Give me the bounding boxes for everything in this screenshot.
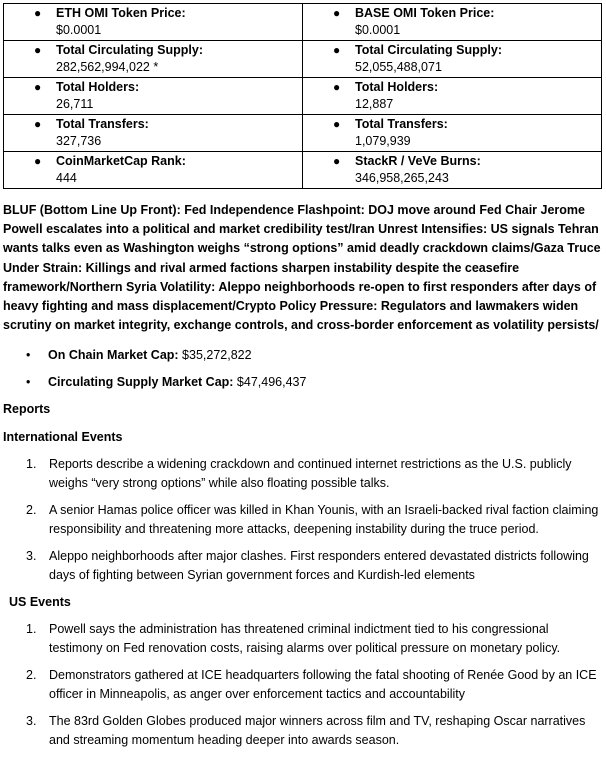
item-text: Reports describe a widening crackdown and continued internet restrictions as the U.S. publicly weighs “very strong options” while also floating possible talks. (49, 457, 572, 490)
bullet-icon: ● (34, 154, 42, 168)
item-text: Demonstrators gathered at ICE headquarters following the fatal shooting of Renée Good by an ICE officer in Minneapolis, as anger over enforcement tactics and accountability (49, 668, 597, 701)
bullet-icon: • (26, 348, 31, 363)
bullet-icon: ● (333, 117, 341, 131)
stat-value: 444 (56, 171, 77, 185)
reports-heading: Reports (3, 402, 51, 417)
us-events-heading: US Events (9, 595, 71, 610)
list-item (3, 374, 603, 391)
list-item (3, 547, 603, 584)
us-events-list (3, 620, 603, 749)
table-row (4, 152, 602, 189)
table-cell (303, 152, 602, 189)
table-row (4, 41, 602, 78)
table-cell (303, 41, 602, 78)
table-cell (303, 115, 602, 152)
list-item (3, 347, 603, 364)
table-row (4, 78, 602, 115)
stat-value: 346,958,265,243 (355, 171, 449, 185)
table-cell (4, 4, 303, 41)
bullet-icon: • (26, 375, 31, 390)
market-cap-value: $47,496,437 (233, 375, 307, 390)
table-row (4, 4, 602, 41)
stat-value: 12,887 (355, 97, 394, 111)
stat-label: Total Circulating Supply: (355, 43, 502, 57)
table-cell (4, 78, 303, 115)
list-item (3, 620, 603, 657)
bullet-icon: ● (333, 80, 341, 94)
item-number: 2. (26, 503, 37, 518)
table-cell (4, 152, 303, 189)
bluf-paragraph: BLUF (Bottom Line Up Front): Fed Independence Flashpoint: DOJ move around Fed Chair Jerome Powell escalates into a political and market credibility test/Iran Unrest Intensifies: US signals Tehran wants talks even as Washington weighs “strong options” amid deadly crackdown claims/Gaza Truce Under Strain: Killings and rival armed factions sharpen instability despite the ceasefire framework/Northern Syria Volatility: Aleppo neighborhoods re-open to first responders after days of heavy fighting and mass displacement/Crypto Policy Pressure: Regulators and lawmakers widen scrutiny on market integrity, exchange controls, and cross-border enforcement as volatility persists/ (3, 203, 601, 333)
stat-value: 282,562,994,022 * (56, 60, 159, 74)
list-item (3, 666, 603, 703)
stat-label: Total Holders: (355, 80, 439, 94)
stat-label: Total Transfers: (56, 117, 149, 131)
international-events-list (3, 455, 603, 584)
table-cell (303, 4, 602, 41)
item-number: 1. (26, 457, 37, 472)
stat-label: Total Holders: (56, 80, 140, 94)
bullet-icon: ● (333, 43, 341, 57)
table-cell (4, 41, 303, 78)
list-item (3, 501, 603, 538)
bullet-icon: ● (34, 6, 42, 20)
stat-label: Total Circulating Supply: (56, 43, 203, 57)
stat-value: 327,736 (56, 134, 102, 148)
item-text: Aleppo neighborhoods after major clashes. First responders entered devastated districts following days of fighting between Syrian government forces and Kurdish-led elements (49, 549, 589, 582)
item-number: 3. (26, 549, 37, 564)
international-events-heading: International Events (3, 430, 123, 445)
item-number: 2. (26, 668, 37, 683)
bullet-icon: ● (34, 117, 42, 131)
item-number: 1. (26, 622, 37, 637)
market-cap-list (3, 347, 603, 391)
bullet-icon: ● (34, 43, 42, 57)
stat-label: CoinMarketCap Rank: (56, 154, 186, 168)
bullet-icon: ● (333, 6, 341, 20)
stat-label: BASE OMI Token Price: (355, 6, 495, 20)
stat-label: StackR / VeVe Burns: (355, 154, 481, 168)
stat-label: Total Transfers: (355, 117, 448, 131)
stat-value: $0.0001 (56, 23, 102, 37)
list-item (3, 455, 603, 492)
market-cap-label: Circulating Supply Market Cap: (48, 375, 234, 390)
stat-value: 52,055,488,071 (355, 60, 442, 74)
stat-value: 1,079,939 (355, 134, 411, 148)
bullet-icon: ● (333, 154, 341, 168)
token-stats-table (3, 3, 602, 189)
item-text: The 83rd Golden Globes produced major winners across film and TV, reshaping Oscar narratives and streaming momentum heading deeper into awards season. (49, 714, 586, 747)
stat-value: 26,711 (56, 97, 94, 111)
item-text: Powell says the administration has threatened criminal indictment tied to his congressional testimony on Fed renovation costs, raising alarms over political pressure on monetary policy. (49, 622, 561, 655)
table-cell (4, 115, 303, 152)
bullet-icon: ● (34, 80, 42, 94)
stat-label: ETH OMI Token Price: (56, 6, 186, 20)
stat-value: $0.0001 (355, 23, 401, 37)
market-cap-label: On Chain Market Cap: (48, 348, 179, 363)
table-cell (303, 78, 602, 115)
list-item (3, 712, 603, 749)
item-number: 3. (26, 714, 37, 729)
item-text: A senior Hamas police officer was killed in Khan Younis, with an Israeli-backed rival faction claiming responsibility and threatening more attacks, deepening instability during the truce period. (49, 503, 599, 536)
table-row (4, 115, 602, 152)
market-cap-value: $35,272,822 (178, 348, 252, 363)
